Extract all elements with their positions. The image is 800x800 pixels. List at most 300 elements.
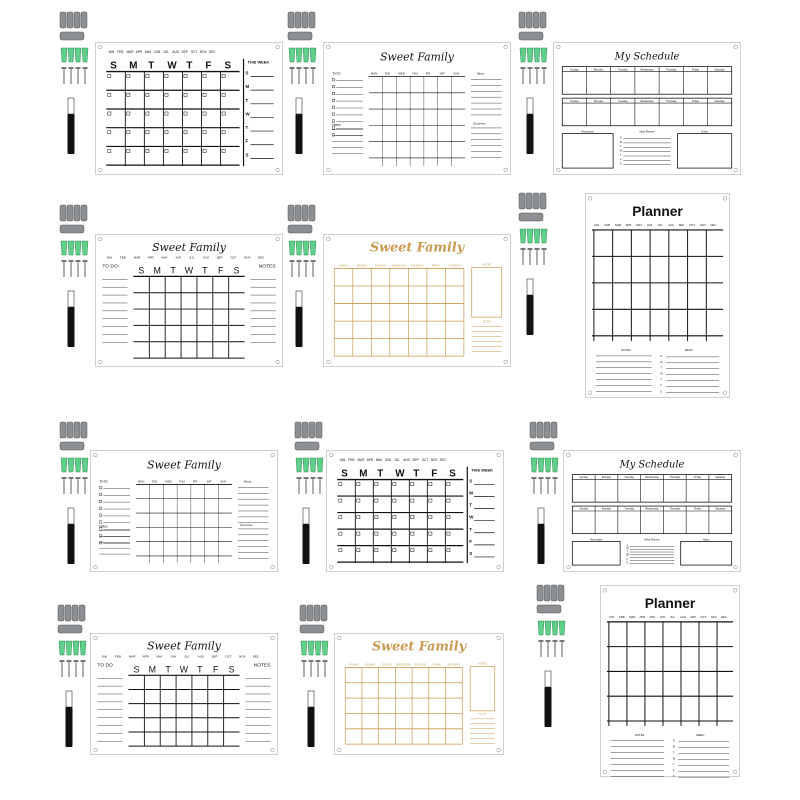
board-title: Sweet Family bbox=[147, 639, 221, 653]
month-label: JAN bbox=[593, 223, 600, 227]
standoff-clip bbox=[533, 193, 539, 209]
weekday-label: F bbox=[218, 265, 224, 276]
standoff-clip bbox=[60, 32, 84, 40]
screw-head bbox=[316, 660, 321, 662]
month-label: APR bbox=[625, 223, 632, 227]
screw-head bbox=[69, 67, 74, 69]
grid-box bbox=[146, 131, 149, 134]
mounting-kit bbox=[293, 422, 329, 582]
menu-day-letter: T bbox=[660, 366, 662, 370]
weekday-label: F bbox=[205, 60, 212, 72]
grid-box bbox=[108, 93, 111, 96]
weekday-label: Thursday bbox=[665, 99, 677, 103]
standoff-clip bbox=[544, 585, 550, 601]
wall-anchor bbox=[315, 641, 321, 655]
weekday-label: M bbox=[148, 664, 156, 675]
standoff-clip bbox=[309, 422, 315, 438]
month-label: JUL bbox=[184, 654, 190, 659]
grid-box bbox=[339, 516, 342, 519]
mounting-kit bbox=[58, 12, 94, 172]
wall-anchor bbox=[545, 458, 551, 472]
screw-head bbox=[304, 67, 309, 69]
menu-day-letter: S bbox=[672, 775, 675, 779]
mount-hole bbox=[557, 45, 561, 49]
screw-head bbox=[67, 660, 72, 662]
month-label: JUL bbox=[189, 255, 195, 260]
wall-anchor bbox=[68, 241, 74, 255]
standoff-clip bbox=[74, 12, 80, 28]
screw-head bbox=[74, 660, 79, 662]
mount-hole bbox=[504, 237, 508, 241]
wall-anchor bbox=[308, 641, 314, 655]
side-day-letter: T bbox=[245, 97, 249, 103]
standoff-clip bbox=[321, 605, 327, 621]
month-label: NOV bbox=[430, 457, 438, 462]
standoff-clip bbox=[295, 422, 301, 438]
acrylic-calendar-board-sweet-family-big bbox=[90, 633, 278, 755]
grid-box bbox=[411, 482, 414, 485]
weekday-label: Thursday bbox=[669, 507, 681, 511]
month-label: JUL bbox=[394, 457, 400, 462]
grid-box bbox=[127, 131, 130, 134]
screw-head bbox=[62, 477, 67, 479]
screw-head bbox=[309, 660, 314, 662]
meal-day-letter: W bbox=[619, 149, 623, 153]
dry-erase-marker bbox=[527, 114, 534, 154]
standoff-clip bbox=[519, 213, 543, 221]
month-label: AUG bbox=[403, 457, 411, 462]
wall-anchor bbox=[66, 641, 72, 655]
meal-day-letter: W bbox=[626, 552, 629, 556]
mount-hole bbox=[734, 453, 738, 457]
weekday-label: S bbox=[110, 60, 117, 72]
side-day-letter: S bbox=[469, 478, 473, 484]
wall-anchor bbox=[61, 241, 67, 255]
grid-box bbox=[447, 499, 450, 502]
month-label: MAR bbox=[126, 49, 134, 54]
month-label: SEP bbox=[181, 49, 188, 54]
month-label: FEB bbox=[115, 654, 121, 659]
month-label: DEC bbox=[439, 457, 447, 462]
grid-box bbox=[146, 149, 149, 152]
standoff-clip bbox=[300, 625, 324, 633]
mount-hole bbox=[603, 770, 607, 774]
weekday-label: TUESDAY bbox=[381, 663, 393, 667]
wall-anchor bbox=[73, 641, 79, 655]
screw-head bbox=[304, 260, 309, 262]
screw-head bbox=[302, 660, 307, 662]
weekday-label: SUN bbox=[453, 72, 460, 76]
meal-planner-label: Meal Planner bbox=[644, 538, 660, 542]
weekday-label: SATURDAY bbox=[447, 663, 461, 667]
weekday-label: Thursday bbox=[665, 68, 677, 72]
screw-head bbox=[542, 248, 547, 250]
month-label: JAN bbox=[101, 654, 107, 659]
grid-box bbox=[222, 112, 225, 115]
wall-anchor bbox=[310, 458, 316, 472]
marker-cap bbox=[66, 691, 72, 707]
screw-head bbox=[535, 248, 540, 250]
month-label: OCT bbox=[700, 615, 707, 619]
month-label: DEC bbox=[710, 223, 717, 227]
standoff-clip bbox=[540, 193, 546, 209]
month-label: MAY bbox=[636, 223, 643, 227]
acrylic-calendar-board-monthly bbox=[326, 450, 504, 572]
wall-anchor bbox=[296, 241, 302, 255]
weekday-label: W bbox=[179, 664, 189, 675]
grid-box bbox=[99, 514, 101, 516]
weekday-label: S bbox=[233, 265, 240, 276]
side-day-letter: T bbox=[245, 125, 249, 131]
standoff-clip bbox=[288, 12, 294, 28]
meal-day-letter: S bbox=[626, 544, 629, 548]
grid-box bbox=[429, 516, 432, 519]
grid-box bbox=[357, 549, 360, 552]
standoff-clip bbox=[309, 205, 315, 221]
standoff-clip bbox=[540, 12, 546, 28]
wall-anchor bbox=[303, 241, 309, 255]
weekday-label: Saturday bbox=[715, 476, 726, 480]
month-label: MAY bbox=[649, 615, 656, 619]
mount-hole bbox=[723, 197, 727, 201]
weekday-label: Monday bbox=[601, 507, 612, 511]
month-label: FEB bbox=[348, 457, 355, 462]
standoff-clip bbox=[302, 12, 308, 28]
grid-box bbox=[332, 78, 334, 80]
board-title: Sweet Family bbox=[369, 240, 465, 256]
grid-box bbox=[146, 112, 149, 115]
menu-day-letter: T bbox=[672, 751, 675, 755]
month-label: FEB bbox=[117, 49, 124, 54]
menu-day-letter: S bbox=[660, 390, 663, 394]
standoff-clip bbox=[302, 422, 308, 438]
meal-planner-label: Meal Planner bbox=[639, 130, 655, 134]
menu-label: MENU bbox=[696, 733, 705, 737]
month-label: JAN bbox=[608, 615, 615, 619]
screw-head bbox=[290, 67, 295, 69]
month-label: JUL bbox=[163, 49, 169, 54]
weekday-label: Wednesday bbox=[645, 507, 659, 511]
grid-box bbox=[184, 131, 187, 134]
weekday-label: THURSDAY bbox=[411, 264, 424, 268]
month-label: OCT bbox=[689, 223, 696, 227]
standoff-clip bbox=[519, 193, 525, 209]
grid-box bbox=[99, 486, 101, 488]
grid-box bbox=[203, 93, 206, 96]
month-label: NOV bbox=[710, 615, 717, 619]
meal-day-letter: T bbox=[619, 153, 622, 157]
weekday-label: Sunday bbox=[579, 507, 589, 511]
this-week-heading: THIS WEEK bbox=[247, 59, 270, 65]
wall-anchor bbox=[310, 48, 316, 62]
weekday-label: Wednesday bbox=[645, 476, 659, 480]
wall-anchor bbox=[552, 458, 558, 472]
month-label: MAR bbox=[128, 654, 136, 659]
screw-head bbox=[521, 67, 526, 69]
grid-box bbox=[184, 112, 187, 115]
weekday-label: MON bbox=[137, 480, 145, 484]
standoff-clip bbox=[74, 205, 80, 221]
mount-hole bbox=[497, 748, 501, 752]
dry-erase-marker bbox=[303, 524, 310, 564]
month-label: FEB bbox=[619, 615, 625, 619]
wall-anchor bbox=[538, 458, 544, 472]
month-label: MAY bbox=[156, 654, 163, 659]
mount-hole bbox=[338, 636, 342, 640]
mount-hole bbox=[94, 453, 98, 457]
marker-cap bbox=[68, 508, 74, 524]
standoff-clip bbox=[60, 12, 66, 28]
weekday-label: M bbox=[359, 468, 368, 480]
standoff-clip bbox=[526, 193, 532, 209]
weekday-label: F bbox=[431, 468, 438, 480]
grid-box bbox=[332, 99, 334, 101]
month-label: SEP bbox=[690, 615, 696, 619]
dry-erase-marker bbox=[68, 307, 75, 347]
weekday-label: F bbox=[212, 664, 219, 675]
grid-box bbox=[429, 532, 432, 535]
month-label: AUG bbox=[172, 49, 180, 54]
month-label: NOV bbox=[239, 654, 246, 659]
month-label: JUN bbox=[170, 654, 176, 659]
weekday-label: WEDNESDAY bbox=[396, 663, 412, 667]
weekday-label: FRI bbox=[425, 72, 431, 76]
grid-box bbox=[339, 482, 342, 485]
marker-cap bbox=[296, 98, 302, 114]
mounting-kit bbox=[528, 422, 564, 582]
dry-erase-marker bbox=[68, 114, 75, 154]
month-label: NOV bbox=[244, 255, 251, 260]
board-title: Planner bbox=[632, 204, 683, 220]
notes-label: NOTES bbox=[258, 264, 276, 270]
mount-hole bbox=[497, 453, 501, 457]
standoff-clip bbox=[300, 605, 306, 621]
weekday-label: Friday bbox=[691, 99, 699, 103]
menu-day-letter: W bbox=[672, 757, 676, 761]
standoff-clip bbox=[519, 12, 525, 28]
reminders-label: Reminders bbox=[581, 130, 594, 134]
grid-box bbox=[357, 482, 360, 485]
screw-head bbox=[304, 477, 309, 479]
month-label: APR bbox=[142, 654, 149, 659]
standoff-clip bbox=[67, 205, 73, 221]
mount-hole bbox=[276, 168, 280, 172]
grid-box bbox=[99, 541, 101, 543]
side-day-letter: W bbox=[469, 514, 474, 520]
mounting-kit bbox=[517, 193, 553, 353]
grid-box bbox=[184, 93, 187, 96]
weekday-label: S bbox=[138, 265, 145, 276]
mount-hole bbox=[734, 565, 738, 569]
mounting-kit bbox=[56, 605, 92, 765]
grid-box bbox=[357, 499, 360, 502]
month-label: JUN bbox=[385, 457, 392, 462]
mount-hole bbox=[567, 565, 571, 569]
side-day-letter: M bbox=[469, 490, 473, 496]
mount-hole bbox=[567, 453, 571, 457]
side-day-letter: S bbox=[245, 70, 249, 76]
mount-hole bbox=[734, 168, 738, 172]
meal-day-letter: M bbox=[626, 547, 629, 551]
standoff-clip bbox=[81, 12, 87, 28]
grid-box bbox=[108, 75, 111, 78]
month-label: DEC bbox=[720, 615, 727, 619]
todo-label: TO DO bbox=[102, 264, 118, 270]
standoff-clip bbox=[60, 205, 66, 221]
screw-head bbox=[553, 640, 558, 642]
standoff-clip bbox=[558, 585, 564, 601]
dry-erase-marker bbox=[296, 114, 303, 154]
weekday-label: M bbox=[153, 265, 161, 276]
screw-head bbox=[532, 477, 537, 479]
grid-box bbox=[411, 499, 414, 502]
screw-head bbox=[62, 260, 67, 262]
wall-anchor bbox=[534, 229, 540, 243]
menu-day-letter: M bbox=[660, 360, 663, 364]
screw-head bbox=[76, 260, 81, 262]
screw-head bbox=[323, 660, 328, 662]
standoff-clip bbox=[309, 12, 315, 28]
month-label: SEP bbox=[216, 255, 223, 260]
menu-day-letter: S bbox=[672, 739, 675, 743]
side-day-letter: M bbox=[245, 84, 250, 90]
acrylic-calendar-board-planner bbox=[585, 193, 730, 398]
acrylic-calendar-board-monthly bbox=[95, 42, 283, 175]
wall-anchor bbox=[289, 48, 295, 62]
month-label: AUG bbox=[680, 615, 687, 619]
screw-head bbox=[539, 640, 544, 642]
grid-box bbox=[562, 134, 613, 168]
weekday-label: Sunday bbox=[570, 99, 579, 103]
marker-cap bbox=[68, 291, 74, 307]
wall-anchor bbox=[82, 48, 88, 62]
weekday-label: Tuesday bbox=[617, 68, 628, 72]
month-label: AUG bbox=[197, 654, 205, 659]
month-label: APR bbox=[135, 49, 143, 54]
weekday-label: M bbox=[129, 60, 138, 72]
weekday-label: Saturday bbox=[714, 99, 725, 103]
standoff-clip bbox=[58, 625, 82, 633]
standoff-clip bbox=[537, 422, 543, 438]
month-label: JUL bbox=[657, 223, 663, 227]
weekday-label: S bbox=[449, 468, 456, 480]
weekday-label: WED bbox=[398, 72, 405, 76]
marker-cap bbox=[296, 291, 302, 307]
wall-anchor bbox=[301, 641, 307, 655]
month-label: AUG bbox=[202, 255, 210, 260]
screw-head bbox=[69, 260, 74, 262]
standoff-clip bbox=[67, 422, 73, 438]
meal-day-letter: T bbox=[626, 550, 629, 554]
weekday-label: Monday bbox=[601, 476, 612, 480]
mount-hole bbox=[327, 237, 331, 241]
weekday-label: Saturday bbox=[714, 68, 725, 72]
grid-box bbox=[165, 149, 168, 152]
acrylic-calendar-board-sweet-family-small bbox=[323, 42, 511, 175]
notes-label: NOTES bbox=[621, 348, 631, 352]
standoff-clip bbox=[295, 442, 319, 450]
weekday-label: SAT bbox=[439, 72, 445, 76]
marker-cap bbox=[308, 691, 314, 707]
standoff-clip bbox=[72, 605, 78, 621]
wall-anchor bbox=[545, 621, 551, 635]
wall-anchor bbox=[289, 241, 295, 255]
grid-box bbox=[127, 93, 130, 96]
wall-anchor bbox=[82, 458, 88, 472]
month-label: JAN bbox=[339, 457, 346, 462]
board-title: Sweet Family bbox=[371, 639, 467, 655]
acrylic-calendar-board-schedule bbox=[563, 450, 741, 572]
month-label: APR bbox=[147, 255, 154, 260]
notes-label: NOTES bbox=[482, 263, 492, 267]
wall-anchor bbox=[61, 48, 67, 62]
mounting-kit bbox=[298, 605, 334, 765]
weekday-label: Tuesday bbox=[617, 99, 628, 103]
side-day-letter: W bbox=[245, 111, 250, 117]
groceries-label: Groceries bbox=[473, 121, 486, 126]
wall-anchor bbox=[59, 641, 65, 655]
wall-anchor bbox=[527, 229, 533, 243]
weekday-label: SATURDAY bbox=[448, 264, 461, 268]
wall-anchor bbox=[541, 48, 547, 62]
weekday-label: FRI bbox=[192, 480, 198, 484]
screw-head bbox=[539, 477, 544, 479]
wall-anchor bbox=[538, 621, 544, 635]
grid-box bbox=[203, 131, 206, 134]
menu-day-letter: F bbox=[672, 769, 675, 773]
screw-head bbox=[546, 640, 551, 642]
grid-box bbox=[203, 112, 206, 115]
weekday-label: SUNDAY bbox=[348, 663, 359, 667]
weekday-label: TUE bbox=[384, 72, 391, 76]
grid-box bbox=[339, 532, 342, 535]
grid-box bbox=[184, 149, 187, 152]
wall-anchor bbox=[527, 48, 533, 62]
wall-anchor bbox=[531, 458, 537, 472]
grid-box bbox=[332, 113, 334, 115]
todo-label: TO DO bbox=[482, 320, 491, 324]
board-title: My Schedule bbox=[614, 51, 680, 63]
grid-box bbox=[203, 149, 206, 152]
marker-cap bbox=[303, 508, 309, 524]
month-label: MAR bbox=[133, 255, 141, 260]
menu-day-letter: S bbox=[660, 354, 663, 358]
mount-hole bbox=[94, 636, 98, 640]
wall-anchor bbox=[296, 48, 302, 62]
dry-erase-marker bbox=[545, 687, 552, 727]
grid-box bbox=[99, 500, 101, 502]
screw-head bbox=[560, 640, 565, 642]
mount-hole bbox=[276, 237, 280, 241]
month-label: DEC bbox=[252, 654, 260, 659]
board-title: Planner bbox=[644, 596, 696, 612]
wall-anchor bbox=[80, 641, 86, 655]
weekday-label: WEDNESDAY bbox=[391, 264, 407, 268]
mount-hole bbox=[588, 391, 592, 395]
dry-erase-marker bbox=[538, 524, 545, 564]
wall-anchor bbox=[75, 241, 81, 255]
month-label: JUN bbox=[646, 223, 653, 227]
grid-box bbox=[357, 532, 360, 535]
standoff-clip bbox=[58, 605, 64, 621]
grid-box bbox=[447, 482, 450, 485]
mount-hole bbox=[497, 565, 501, 569]
wall-anchor bbox=[68, 458, 74, 472]
mount-hole bbox=[94, 565, 98, 569]
month-label: JUL bbox=[670, 615, 675, 619]
mount-hole bbox=[338, 748, 342, 752]
weekday-label: W bbox=[167, 60, 177, 72]
